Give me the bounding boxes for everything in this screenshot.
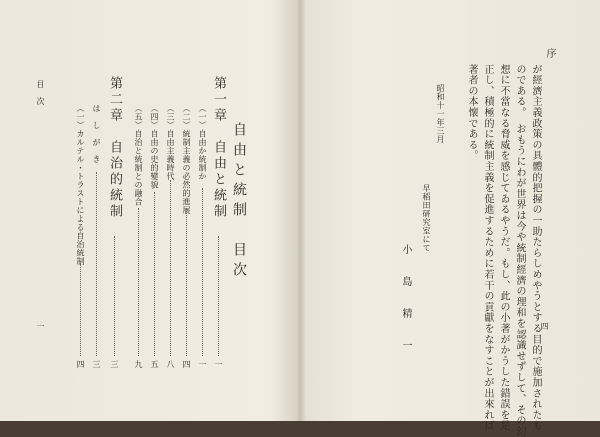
- preface-line: 想に不當なる脅威を感じてゐるやうだ。もし、此の小著がかうした錯誤を是: [498, 64, 509, 432]
- running-header: 序: [544, 48, 555, 59]
- preface-line: のである。 おもうにわが世界は今や統制經濟の理和を認識せずして、その幻: [514, 64, 525, 437]
- leader-dots: [186, 208, 187, 356]
- leader-dots: [138, 208, 139, 356]
- toc-page-number: 三: [92, 360, 101, 369]
- toc-page-number: 五: [150, 360, 159, 369]
- chapter-2-page: 三: [110, 360, 119, 369]
- page-number: 四: [540, 322, 549, 331]
- page-number: 一: [36, 322, 45, 331]
- author-name: 小 島 精 一: [400, 244, 411, 356]
- toc-page: [4, 4, 298, 417]
- preface-line: 著者の本懐である。: [466, 64, 477, 162]
- running-footer: 目 次: [36, 80, 45, 106]
- leader-dots: [80, 264, 81, 356]
- toc-entry: は し が き: [92, 104, 101, 164]
- toc-page-number: 四: [182, 360, 191, 369]
- toc-entry: （五）自治と統制との融合: [134, 104, 143, 206]
- toc-page-number: 八: [166, 360, 175, 369]
- preface-line: 正し、積極的に統制主義を促進するために若干の貢獻をなすことが出來れば: [482, 64, 493, 432]
- toc-entry: （四）自由の史的變貌: [150, 104, 159, 189]
- leader-dots: [202, 188, 203, 356]
- toc-entry: （一）カルテル・トラストによる自治統制: [76, 104, 85, 266]
- toc-entry: （三）自由主義時代: [166, 104, 175, 181]
- chapter-2-heading: 第二章 自治的統制: [107, 76, 122, 220]
- leader-dots: [154, 192, 155, 356]
- preface-place: 早稻田研究室にて: [422, 184, 431, 252]
- chapter-1-page: 一: [214, 360, 223, 369]
- chapter-1-heading: 第一章 自由と統制: [211, 76, 226, 220]
- toc-page-number: 九: [134, 360, 143, 369]
- toc-title: 自由と統制 目次: [231, 122, 247, 282]
- toc-page-number: 一: [198, 360, 207, 369]
- preface-line: が經濟主義政策の具體的把握の一助たらしめやうとする目的で施加されたも: [530, 64, 541, 432]
- leader-dots: [170, 180, 171, 356]
- toc-entry: （二）統制主義の必然的進展: [182, 104, 191, 215]
- toc-page-number: 四: [76, 360, 85, 369]
- leader-dots: [218, 236, 219, 356]
- preface-page: [304, 4, 596, 437]
- toc-entry: （一）自由か統制か: [198, 104, 207, 181]
- leader-dots: [96, 172, 97, 356]
- leader-dots: [114, 236, 115, 356]
- preface-date: 昭和十一年三月: [436, 84, 445, 144]
